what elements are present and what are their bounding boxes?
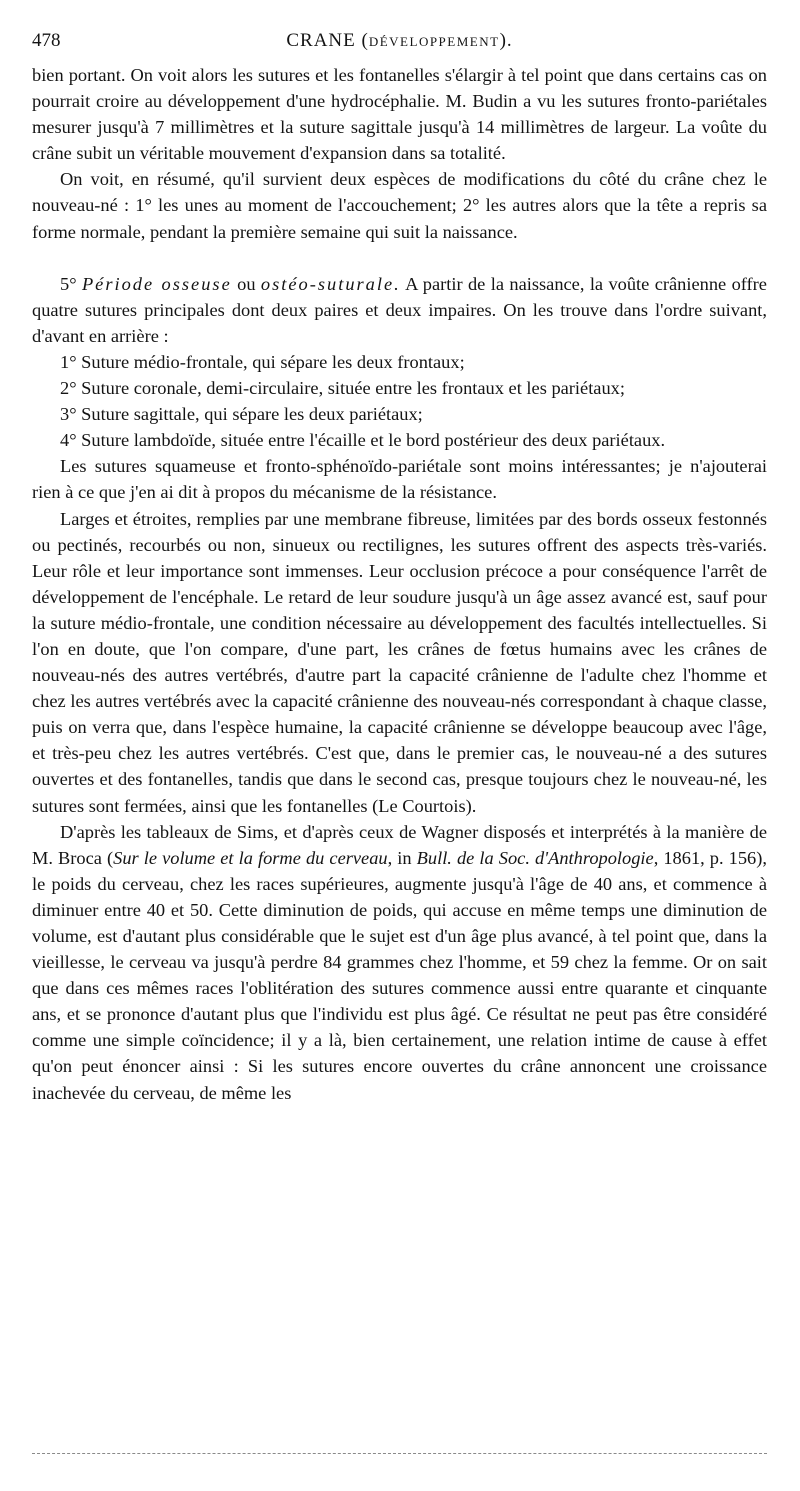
paragraph-1: bien portant. On voit alors les sutures et les fontanelles s'élargir à tel point que dans certains cas on pourrait croire au développement d'une hydrocéphalie. M. Budin a vu les sutures fronto-pariétales mesurer jusqu'à 7 millimètres et la suture sagittale jusqu'à 14 millimètres de largeur. La voûte du crâne subit un véritable mouvement d'expansion dans sa totalité. bbox=[32, 65, 767, 164]
paragraph-6-part-b: , in bbox=[387, 847, 417, 868]
paragraph-4: Les sutures squameuse et fronto-sphénoïdo-pariétale sont moins intéressantes; je n'ajouterai rien à ce que j'en ai dit à propos du mécanisme de la résistance. bbox=[32, 456, 767, 503]
paragraph-6-part-a: D'après les tableaux de Sims, et d'après ceux de Wagner disposés et interprétés à la manière de M. Broca ( bbox=[32, 821, 767, 868]
page-number: 478 bbox=[32, 30, 61, 51]
running-header bbox=[32, 30, 767, 56]
paragraph-6-part-c: , 1861, p. 156), le poids du cerveau, chez les races supérieures, augmente jusqu'à l'âge de 40 ans, et commence à diminuer entre 40 et 50. Cette diminution de poids, qui accuse en même temps une diminution de volume, est d'autant plus considérable que le sujet est d'un âge plus avancé, à tel point que, dans la vieillesse, le cerveau va jusqu'à perdre 84 grammes chez l'homme, et 59 chez la femme. Or on sait que dans ces mêmes races l'oblitération des sutures commence aussi entre quarante et cinquante ans, et se prononce d'autant plus que l'individu est plus âgé. Ce résultat ne peut pas être considéré comme une simple coïncidence; il y a là, bien certainement, une relation intime de cause à effet qu'on peut énoncer ainsi : Si les sutures encore ouvertes du crâne annoncent une croissance inachevée du cerveau, de même les bbox=[32, 847, 767, 1103]
section-number: 5° bbox=[60, 273, 77, 294]
running-title-main: CRANE bbox=[286, 30, 356, 51]
paragraph-6 bbox=[32, 819, 767, 1106]
running-title-sub: DÉVELOPPEMENT bbox=[368, 34, 500, 49]
section-paragraph bbox=[32, 271, 767, 349]
citation-journal: Bull. de la Soc. d'Anthropologie bbox=[416, 847, 654, 868]
suture-item-3: 3° Suture sagittale, qui sépare les deux pariétaux; bbox=[60, 404, 423, 425]
paragraph-2: On voit, en résumé, qu'il survient deux espèces de modifications du côté du crâne chez le nouveau-né : 1° les unes au moment de l'accouchement; 2° les autres alors que la tête a repris sa forme normale, pendant la première semaine qui suit la naissance. bbox=[32, 169, 767, 242]
paragraph-5: Larges et étroites, remplies par une membrane fibreuse, limitées par des bords osseux festonnés ou pectinés, recourbés ou non, sinueux ou rectilignes, les sutures offrent des aspects très-variés. Leur rôle et leur importance sont immenses. Leur occlusion précoce a pour conséquence l'arrêt de développement de l'encéphale. Le retard de leur soudure jusqu'à un âge assez avancé est, sauf pour la suture médio-frontale, une condition nécessaire au développement des facultés intellectuelles. Si l'on en doute, que l'on compare, d'une part, les crânes de fœtus humains avec les crânes de nouveau-nés des autres vertébrés, d'autre part la capacité crânienne de l'adulte chez l'homme et chez les autres vertébrés avec la capacité crânienne des nouveau-nés correspondant à chaque classe, puis on verra que, dans l'espèce humaine, la capacité crânienne se développe beaucoup avec l'âge, et très-peu chez les autres vertébrés. C'est que, dans le premier cas, le nouveau-né a des sutures ouvertes et des fontanelles, tandis que dans le second cas, presque toujours chez le nouveau-né, les sutures sont fermées, ainsi que les fontanelles (Le Courtois). bbox=[32, 508, 767, 816]
section-heading: Période osseuse bbox=[81, 273, 232, 294]
running-title: CRANE (DÉVELOPPEMENT). bbox=[286, 30, 513, 51]
section-text: A partir de la naissance, la voûte crânienne offre quatre sutures principales dont deux paires et deux impaires. On les trouve dans l'ordre suivant, d'avant en arrière : bbox=[32, 273, 767, 346]
section-heading-2: ostéo-suturale. bbox=[260, 273, 401, 294]
section-heading-connector: ou bbox=[237, 273, 256, 294]
citation-title: Sur le volume et la forme du cerveau bbox=[113, 847, 388, 868]
suture-item-1: 1° Suture médio-frontale, qui sépare les deux frontaux; bbox=[60, 351, 465, 372]
footer-rule bbox=[32, 1453, 767, 1454]
suture-item-4: 4° Suture lambdoïde, située entre l'écaille et le bord postérieur des deux pariétaux. bbox=[60, 430, 666, 451]
suture-item-2: 2° Suture coronale, demi-circulaire, située entre les frontaux et les pariétaux; bbox=[60, 378, 625, 399]
body-text bbox=[32, 62, 767, 1106]
